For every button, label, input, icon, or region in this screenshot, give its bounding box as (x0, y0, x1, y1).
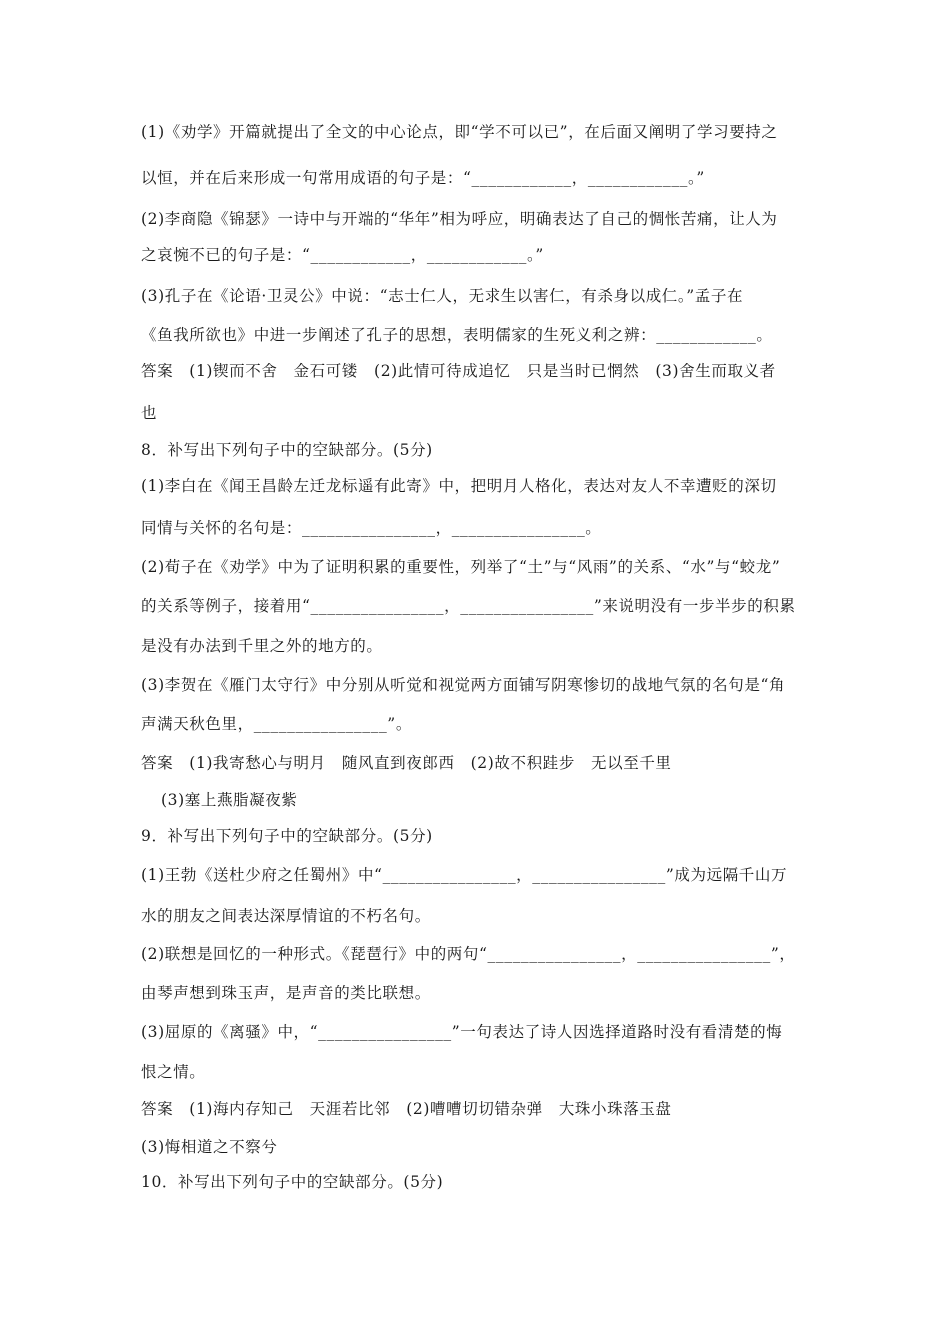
question-7-2-line-1: (2)李商隐《锦瑟》一诗中与开端的“华年”相为呼应，明确表达了自己的惆怅苦痛，让人为 (141, 210, 778, 228)
answer-8-line-1: 答案 (1)我寄愁心与明月 随风直到夜郎西 (2)故不积跬步 无以至千里 (141, 754, 672, 772)
question-8-3-line-1: (3)李贺在《雁门太守行》中分别从听觉和视觉两方面铺写阴寒惨切的战地气氛的名句是“角 (141, 676, 786, 694)
answer-7-line-1: 答案 (1)锲而不舍 金石可镂 (2)此情可待成追忆 只是当时已惘然 (3)舍生而取义者 (141, 362, 776, 380)
answer-8-line-2: (3)塞上燕脂凝夜紫 (161, 791, 298, 809)
answer-9-line-2: (3)悔相道之不察兮 (141, 1138, 278, 1156)
question-8-2-line-2: 的关系等例子，接着用“________________，________________”来说明没有一步半步的积累 (141, 597, 796, 615)
question-8-2-line-3: 是没有办法到千里之外的地方的。 (141, 637, 383, 655)
question-7-3-line-1: (3)孔子在《论语·卫灵公》中说：“志士仁人，无求生以害仁，有杀身以成仁。”孟子在 (141, 287, 744, 305)
question-8-3-line-2: 声满天秋色里，________________”。 (141, 715, 412, 733)
question-9-heading: 9．补写出下列句子中的空缺部分。(5分) (141, 827, 433, 845)
question-8-heading: 8．补写出下列句子中的空缺部分。(5分) (141, 441, 433, 459)
question-9-2-line-2: 由琴声想到珠玉声，是声音的类比联想。 (141, 984, 431, 1002)
question-9-3-line-1: (3)屈原的《离骚》中，“________________”一句表达了诗人因选择道路时没有看清楚的悔 (141, 1023, 783, 1041)
question-7-1-line-2: 以恒，并在后来形成一句常用成语的句子是：“____________，____________。” (141, 169, 705, 187)
question-8-1-line-2: 同情与关怀的名句是：________________，________________。 (141, 519, 602, 537)
question-9-1-line-2: 水的朋友之间表达深厚情谊的不朽名句。 (141, 907, 431, 925)
question-9-2-line-1: (2)联想是回忆的一种形式。《琵琶行》中的两句“________________，________________”， (141, 945, 796, 963)
question-7-2-line-2: 之哀惋不已的句子是：“____________，____________。” (141, 246, 544, 264)
question-8-2-line-1: (2)荀子在《劝学》中为了证明积累的重要性，列举了“土”与“风雨”的关系、“水”与“蛟龙” (141, 558, 781, 576)
answer-7-line-2: 也 (141, 404, 158, 422)
question-9-3-line-2: 恨之情。 (141, 1063, 206, 1081)
question-8-1-line-1: (1)李白在《闻王昌龄左迁龙标遥有此寄》中，把明月人格化，表达对友人不幸遭贬的深切 (141, 477, 777, 495)
question-9-1-line-1: (1)王勃《送杜少府之任蜀州》中“________________，________________”成为远隔千山万 (141, 866, 788, 884)
question-10-heading: 10．补写出下列句子中的空缺部分。(5分) (141, 1173, 444, 1191)
question-7-3-line-2: 《鱼我所欲也》中进一步阐述了孔子的思想，表明儒家的生死义利之辨：____________。 (141, 326, 773, 344)
question-7-1-line-1: (1)《劝学》开篇就提出了全文的中心论点，即“学不可以已”，在后面又阐明了学习要持之 (141, 123, 778, 141)
answer-9-line-1: 答案 (1)海内存知己 天涯若比邻 (2)嘈嘈切切错杂弹 大珠小珠落玉盘 (141, 1100, 672, 1118)
